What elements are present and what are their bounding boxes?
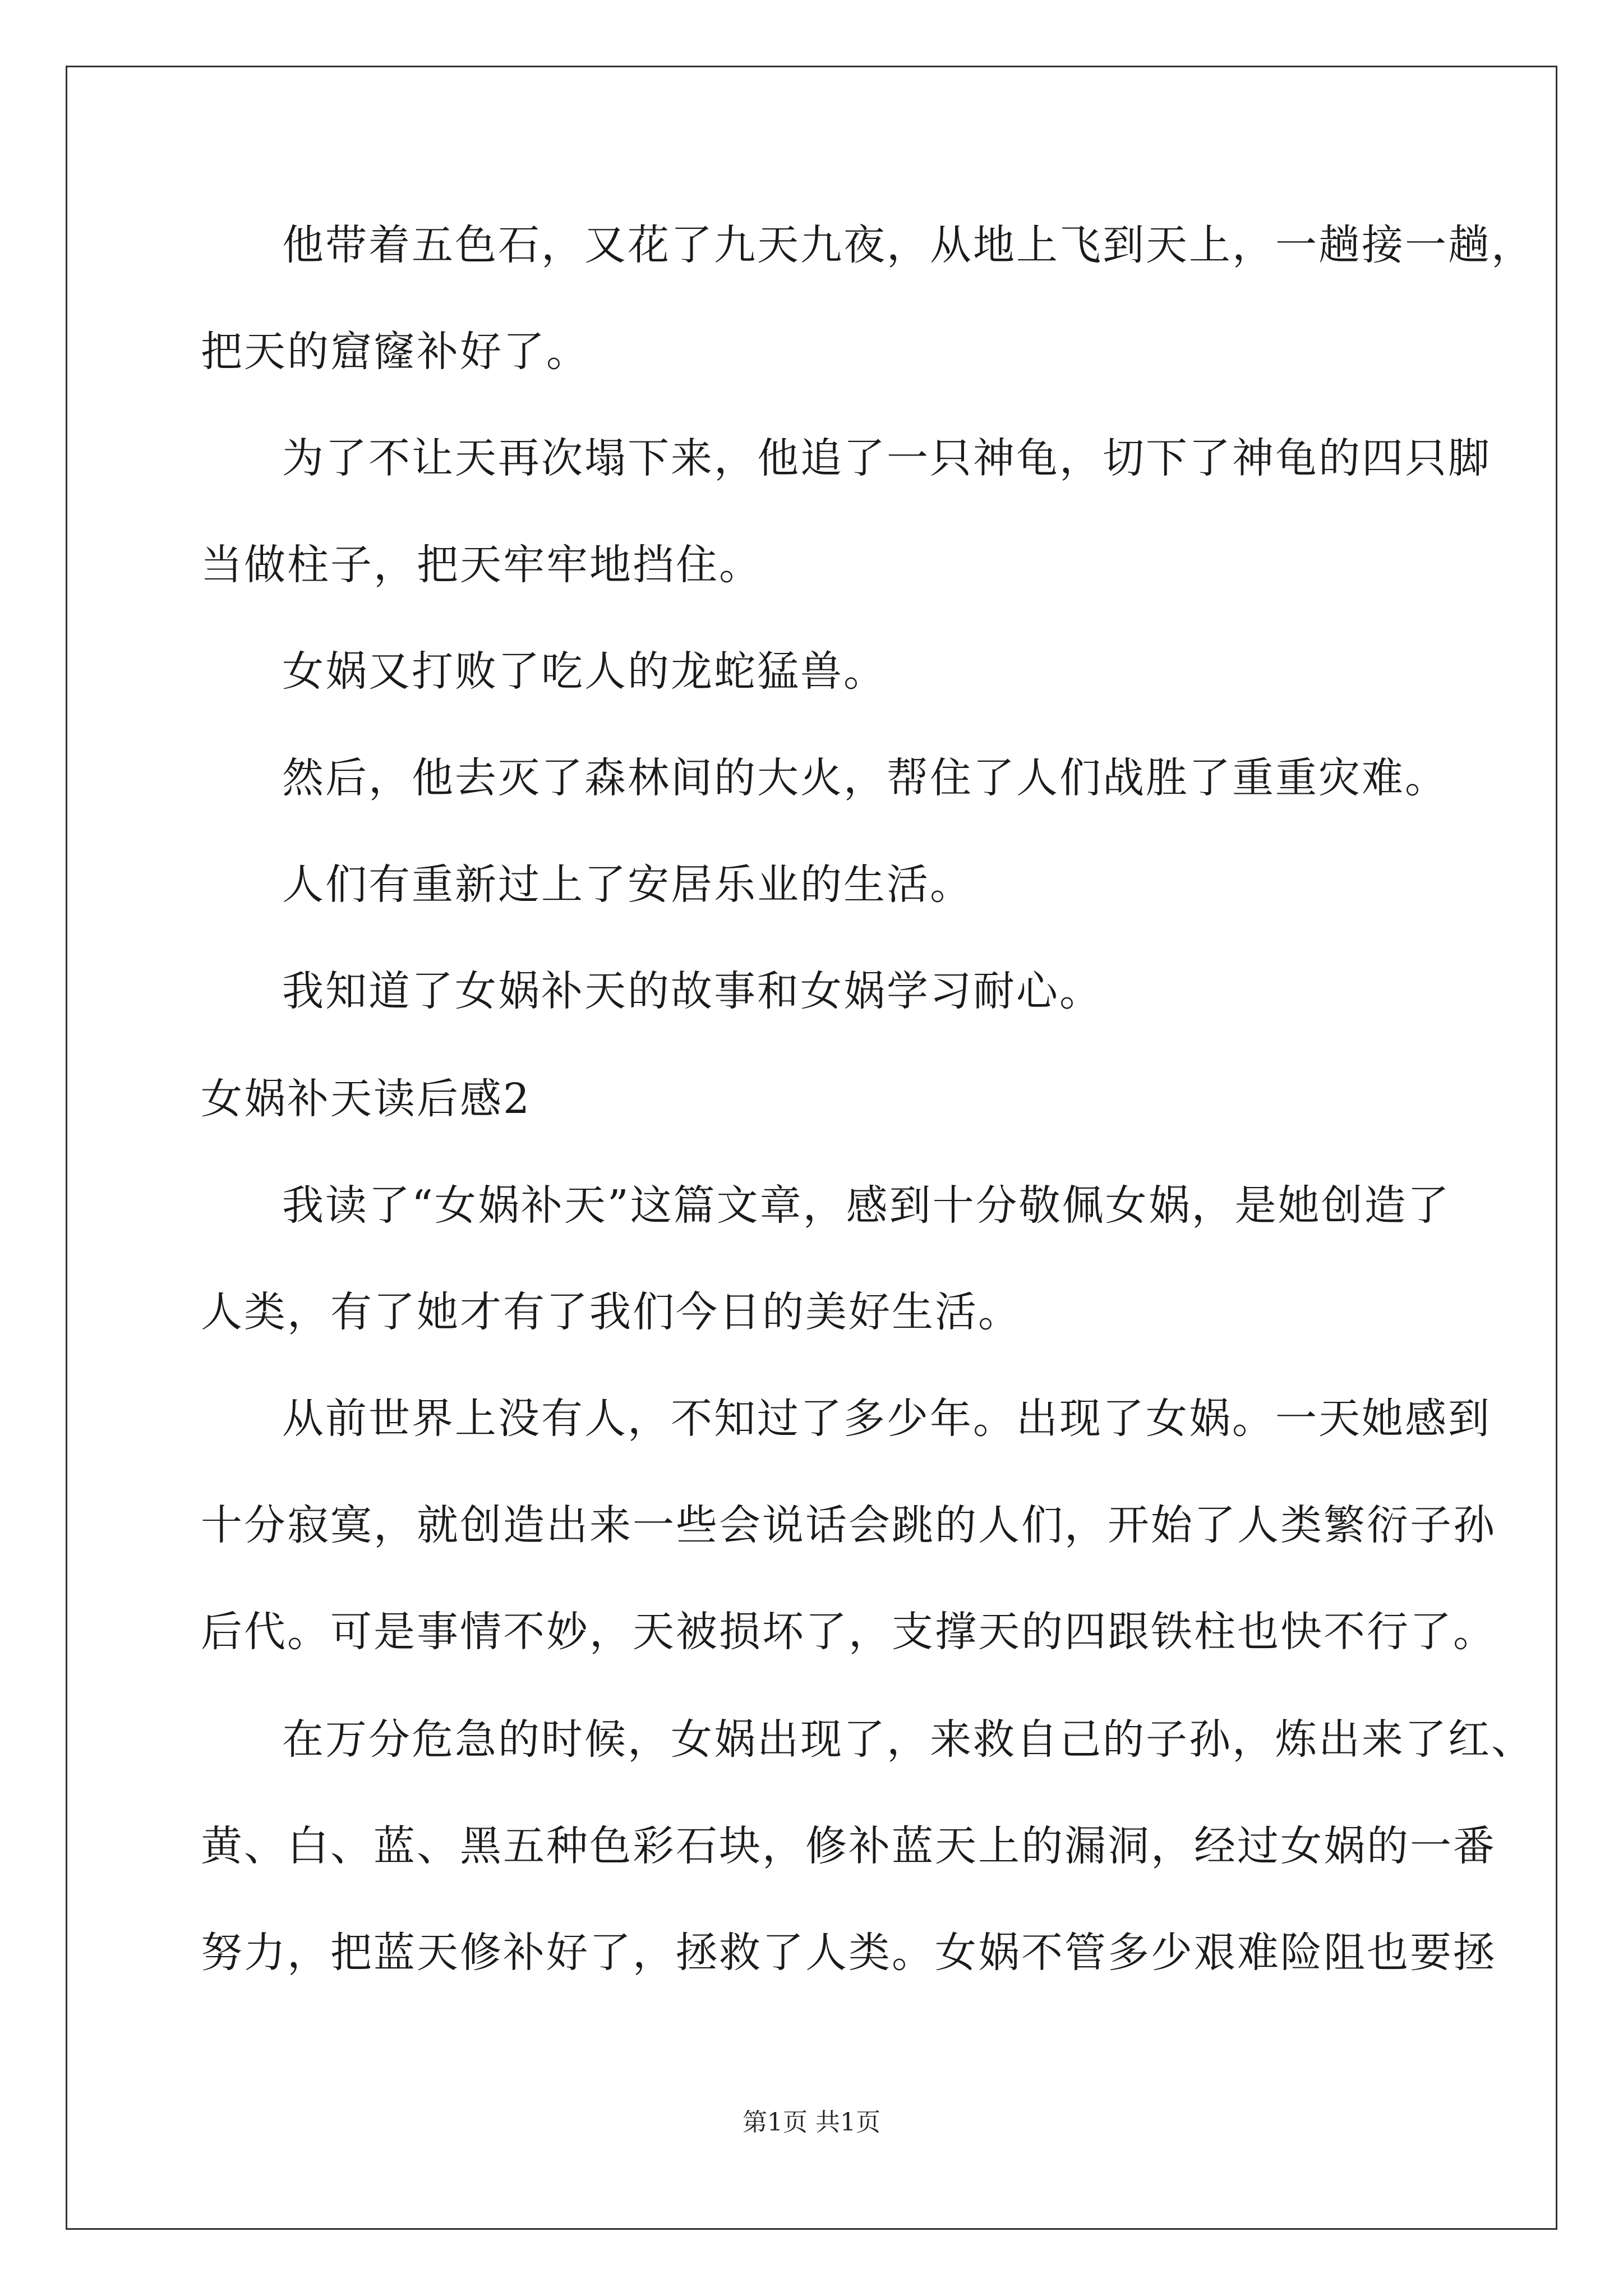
paragraph-line: 从前世界上没有人，不知过了多少年。出现了女娲。一天她感到 xyxy=(282,1395,1491,1443)
paragraph-line: 我读了“女娲补天”这篇文章，感到十分敬佩女娲，是她创造了 xyxy=(282,1181,1451,1230)
paragraph-line: 我知道了女娲补天的故事和女娲学习耐心。 xyxy=(282,967,1103,1015)
page-footer: 第1页 共1页 xyxy=(743,2108,880,2137)
paragraph-line: 努力，把蓝天修补好了，拯救了人类。女娲不管多少艰难险阻也要拯 xyxy=(201,1929,1496,1977)
paragraph-line: 人们有重新过上了安居乐业的生活。 xyxy=(282,861,973,909)
paragraph-line: 黄、白、蓝、黑五种色彩石块，修补蓝天上的漏洞，经过女娲的一番 xyxy=(201,1822,1496,1870)
paragraph-line: 人类，有了她才有了我们今日的美好生活。 xyxy=(201,1288,1021,1336)
section-heading: 女娲补天读后感2 xyxy=(201,1075,532,1123)
paragraph-line: 当做柱子，把天牢牢地挡住。 xyxy=(201,541,762,589)
paragraph-line: 十分寂寞，就创造出来一些会说话会跳的人们，开始了人类繁衍子孙 xyxy=(201,1501,1496,1549)
paragraph-line: 后代。可是事情不妙，天被损坏了，支撑天的四跟铁柱也快不行了。 xyxy=(201,1608,1496,1656)
paragraph-line: 女娲又打败了吃人的龙蛇猛兽。 xyxy=(282,647,887,696)
page-border xyxy=(66,66,1557,2230)
paragraph-line: 然后，他去灭了森林间的大火，帮住了人们战胜了重重灾难。 xyxy=(282,754,1448,802)
paragraph-line: 在万分危急的时候，女娲出现了，来救自己的子孙，炼出来了红、 xyxy=(282,1715,1534,1764)
paragraph-line: 为了不让天再次塌下来，他追了一只神龟，切下了神龟的四只脚 xyxy=(282,434,1491,482)
paragraph-line: 把天的窟窿补好了。 xyxy=(201,328,589,376)
paragraph-line: 他带着五色石，又花了九天九夜，从地上飞到天上，一趟接一趟， xyxy=(282,221,1534,269)
